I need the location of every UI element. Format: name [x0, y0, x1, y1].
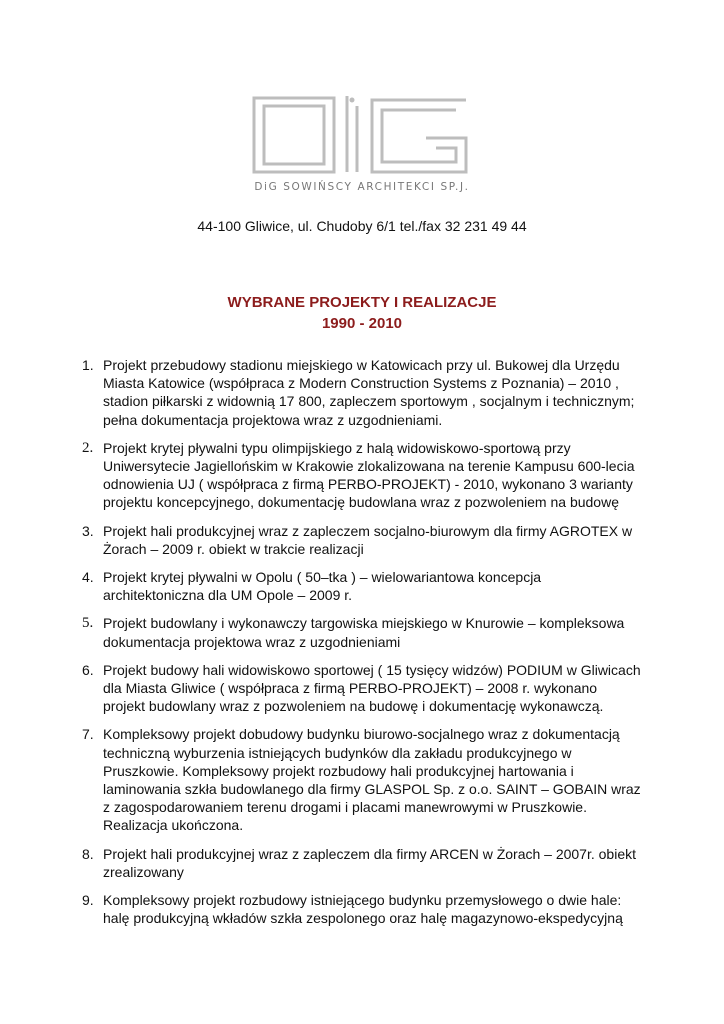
list-item — [82, 568, 642, 604]
item-number: 7. — [82, 726, 94, 743]
title-years: 1990 - 2010 — [321, 315, 403, 332]
item-number: 6. — [82, 661, 94, 678]
item-text: Projekt budowy hali widowiskowo sportowej ( 15 tysięcy widzów) PODIUM w Gliwicach dla Miasta Gliwice ( współpraca z firmą PERBO-PROJEKT) – 2008 r. wykonano projekt budowlany wraz z pozwoleniem na budowę i dokumentację wykonawczą. — [103, 661, 641, 715]
list-item — [82, 439, 642, 512]
list-item — [82, 891, 642, 927]
item-text: Projekt hali produkcyjnej wraz z zapleczem socjalno-biurowym dla firmy AGROTEX w Żorach – 2009 r. obiekt w trakcie realizacji — [103, 522, 633, 557]
company-logo — [250, 92, 474, 196]
item-number: 5. — [82, 615, 94, 632]
page-title — [0, 292, 724, 334]
item-number: 1. — [82, 357, 94, 373]
list-item — [82, 614, 642, 650]
item-text: Kompleksowy projekt dobudowy budynku biurowo-socjalnego wraz z dokumentacją techniczną wyburzenia istniejących budynków dla zakładu produkcyjnego w Pruszkowie. Kompleksowy projekt rozbudowy hali produkcyjnej hartowania i laminowania szkła budowlanego dla firmy GLASPOL Sp. z o.o. SAINT – GOBAIN wraz z zagospodarowaniem terenu drogami i placami manewrowymi w Pruszkowie. Realizacja ukończona. — [103, 726, 641, 834]
item-number: 4. — [82, 569, 94, 586]
projects-list — [82, 356, 642, 937]
item-text: Projekt krytej pływalni w Opolu ( 50–tka ) – wielowariantowa koncepcja architektoniczna dla UM Opole – 2009 r. — [103, 569, 542, 604]
dig-logo-mark — [250, 92, 474, 178]
item-number: 2. — [82, 439, 94, 456]
item-number: 8. — [82, 845, 94, 862]
company-name: DiG SOWIŃSCY ARCHITEKCI SP.J. — [254, 181, 470, 193]
item-text: Projekt przebudowy stadionu miejskiego w Katowicach przy ul. Bukowej dla Urzędu Miasta Katowice (współpraca z Modern Construction Systems z Poznania) – 2010 , stadion piłkarski z widownią 17 800, zapleczem sportowym , socjalnym i technicznym; pełna dokumentacja projektowa wraz z uzgodnieniami. — [103, 357, 635, 428]
list-item — [82, 356, 642, 429]
item-text: Projekt krytej pływalni typu olimpijskiego z halą widowiskowo-sportową przy Uniwersytecie Jagiellońskim w Krakowie zlokalizowana na terenie Kampusu 600-lecia odnowienia UJ ( współpraca z firmą PERBO-PROJEKT) - 2010, wykonano 3 warianty projektu koncepcyjnego, dokumentację budowlana wraz z pozwoleniem na budowę — [103, 439, 635, 511]
item-text: Projekt hali produkcyjnej wraz z zapleczem dla firmy ARCEN w Żorach – 2007r. obiekt zrealizowany — [103, 845, 636, 880]
item-number: 3. — [82, 522, 94, 539]
item-number: 9. — [82, 892, 94, 909]
list-item — [82, 725, 642, 834]
item-text: Kompleksowy projekt rozbudowy istniejącego budynku przemysłowego o dwie hale: halę produkcyjną wkładów szkła zespolonego oraz halę magazynowo-ekspedycyjną — [103, 892, 623, 927]
list-item — [82, 845, 642, 881]
company-address: 44-100 Gliwice, ul. Chudoby 6/1 tel./fax 32 231 49 44 — [197, 218, 527, 234]
title-line: WYBRANE PROJEKTY I REALIZACJE — [227, 294, 497, 311]
item-text: Projekt budowlany i wykonawczy targowiska miejskiego w Knurowie – kompleksowa dokumentacja projektowa wraz z uzgodnieniami — [103, 615, 625, 650]
list-item — [82, 661, 642, 716]
list-item — [82, 522, 642, 558]
